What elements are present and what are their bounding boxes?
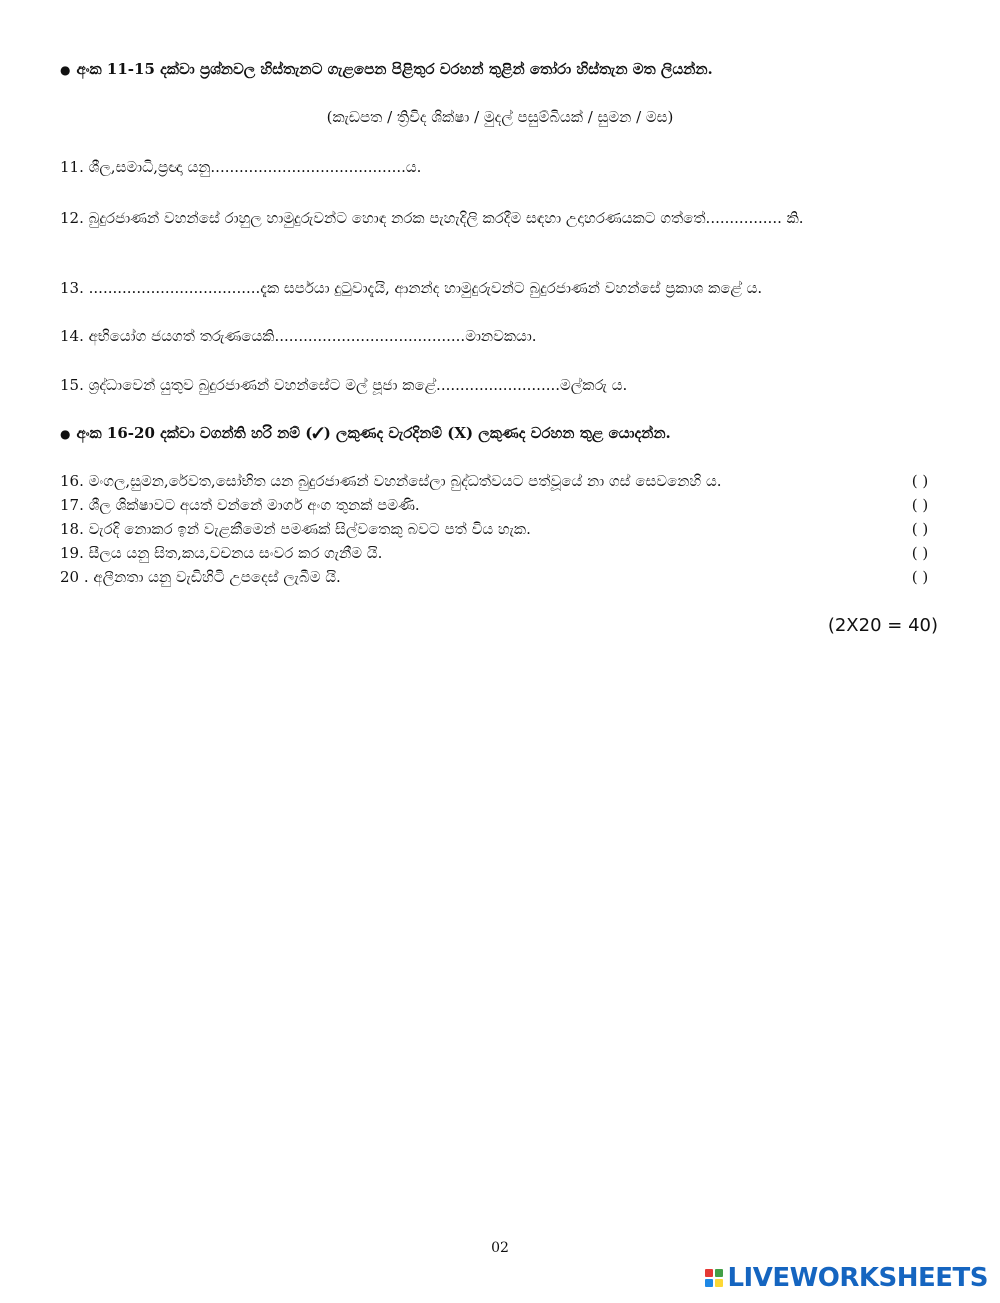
question-number: 17.	[60, 496, 84, 514]
question-19	[60, 544, 382, 562]
question-number: 15.	[60, 376, 84, 394]
question-16	[60, 472, 722, 490]
question-text: ශීල ශික්ෂාවට අයත් වන්නේ මාර්ග අංග තුනක් පමණි.	[88, 496, 420, 514]
liveworksheets-logo-icon	[705, 1269, 723, 1287]
question-text: ශ්‍රද්ධාවෙන් යුතුව බුදුරජාණන් වහන්සේට මල් පූජා කළේ..........................මල්කරු ය.	[88, 376, 628, 394]
question-12	[60, 206, 940, 230]
answer-box-17[interactable]: ( )	[911, 496, 929, 514]
question-number: 16.	[60, 472, 84, 490]
question-text: අභියෝග ජයගත් තරුණයෙකි........................................මානවකයා.	[88, 327, 537, 345]
question-number: 18.	[60, 520, 84, 538]
bullet-icon: ●	[60, 63, 71, 77]
question-11	[60, 158, 421, 176]
question-number: 14.	[60, 327, 84, 345]
question-text: මංගල,සුමන,රේවත,සෝභිත යන බුදුරජාණන් වහන්සේලා බුද්ධත්වයට පත්වූයේ නා ගස් සෙවනෙහි ය.	[88, 472, 722, 490]
liveworksheets-brand[interactable]	[705, 1263, 988, 1293]
question-text: අලීනතා යනු වැඩිහිටි උපදෙස් ලැබීම යි.	[93, 568, 341, 586]
question-15	[60, 376, 627, 394]
logo-square	[715, 1279, 723, 1287]
section2-instruction	[60, 424, 671, 442]
score-total: (2X20 = 40)	[827, 615, 938, 636]
word-bank: (කැඩපත / ත්‍රිවිද ශික්ෂා / මුදල් පසුම්බියක් / සුමන / මස)	[326, 108, 674, 126]
logo-square	[715, 1269, 723, 1277]
question-number: 12.	[60, 209, 84, 227]
question-text: සීලය යනු සිත,කය,වචනය සංවර කර ගැනීම යි.	[88, 544, 383, 562]
section1-instruction	[60, 60, 713, 78]
question-20	[60, 568, 341, 586]
question-18	[60, 520, 531, 538]
bullet-icon: ●	[60, 427, 71, 441]
section2-instruction-text: අංක 16-20 දක්වා වගන්ති හරි නම් (✓) ලකුණද වැරදිනම් (X) ලකුණද වරහන තුළ යොදන්න.	[76, 424, 671, 442]
question-number: 13.	[60, 279, 84, 297]
answer-box-16[interactable]: ( )	[911, 472, 929, 490]
question-number: 20 .	[60, 568, 89, 586]
answer-box-18[interactable]: ( )	[911, 520, 929, 538]
question-number: 19.	[60, 544, 84, 562]
question-number: 11.	[60, 158, 84, 176]
section1-instruction-text: අංක 11-15 දක්වා ප්‍රශ්නවල හිස්තැනට ගැළපෙන පිළිතුර වරහන් තුළින් තෝරා හිස්තැන මත ලියන්න.	[76, 60, 713, 78]
question-text: වැරදි නොකර ඉන් වැළකීමෙන් පමණක් සිල්වතෙකු බවට පත් විය හැක.	[88, 520, 531, 538]
brand-text: LIVEWORKSHEETS	[727, 1263, 988, 1293]
question-text: ....................................දැක සර්පයා දුටුවාදැයි, ආනන්ද හාමුදුරුවන්ට බුදුරජාණන් වහන්සේ ප්‍රකාශ කළේ ය.	[88, 279, 763, 297]
question-17	[60, 496, 420, 514]
logo-square	[705, 1279, 713, 1287]
answer-box-20[interactable]: ( )	[911, 568, 929, 586]
page-number: 02	[491, 1240, 509, 1256]
answer-box-19[interactable]: ( )	[911, 544, 929, 562]
question-13	[60, 279, 762, 297]
question-14	[60, 327, 537, 345]
question-text: ශීල,සමාධි,ප්‍රඥා යනු.........................................ය.	[88, 158, 422, 176]
logo-square	[705, 1269, 713, 1277]
question-text: බුදුරජාණන් වහන්සේ රාහුල හාමුදුරුවන්ට හොඳ නරක පැහැදිලි කරදීම සඳහා උදාහරණයකට ගත්තේ................ කි.	[88, 209, 804, 227]
